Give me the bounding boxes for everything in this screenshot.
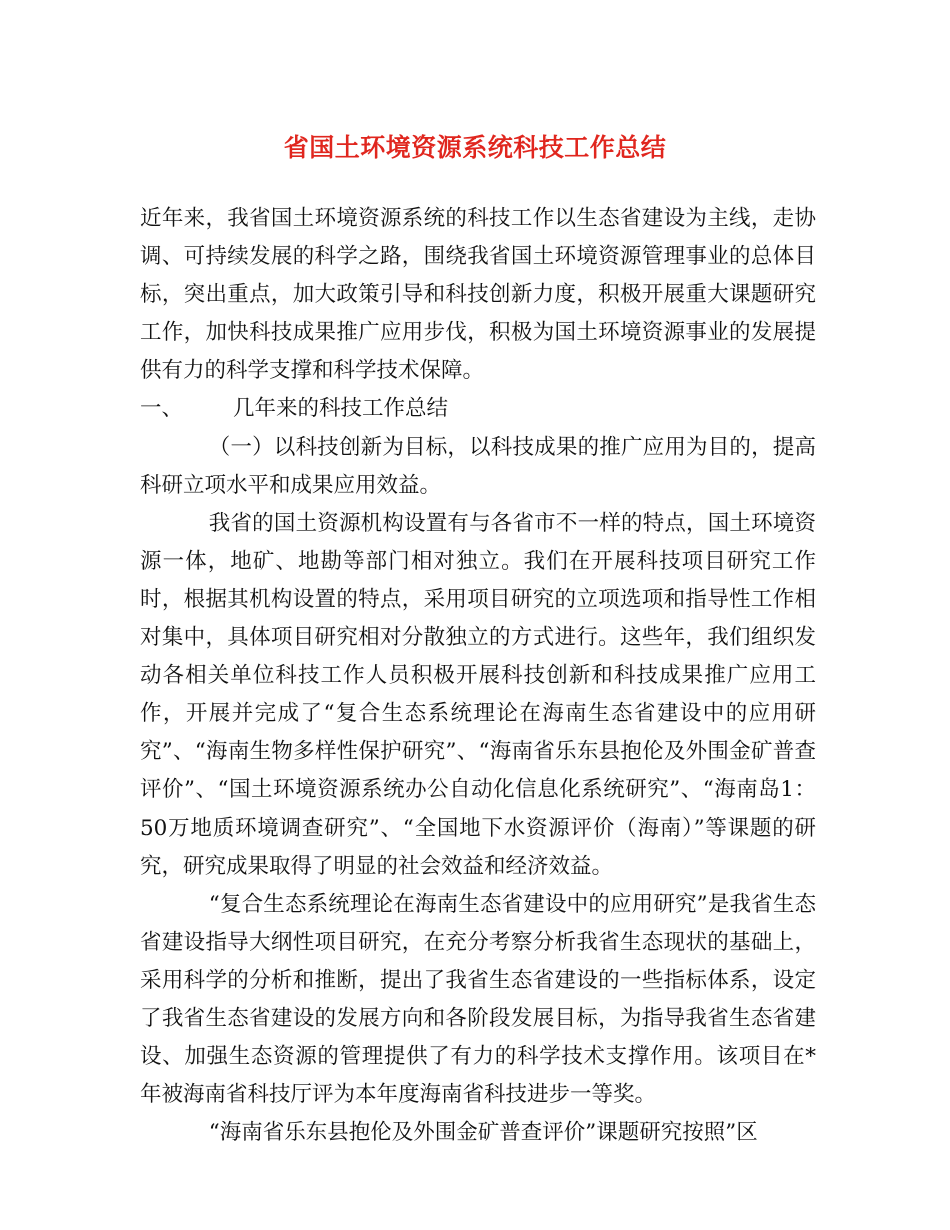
- body-paragraph-ecology-research: “复合生态系统理论在海南生态省建设中的应用研究”是我省生态省建设指导大纲性项目研究，在充分考察分析我省生态现状的基础上，采用科学的分析和推断，提出了我省生态省建设的一些指标体系，设定了我省生态省建设的发展方向和各阶段发展目标，为指导我省生态省建设、加强生态资源的管理提供了有力的科学技术支撑作用。该项目在*年被海南省科技厅评为本年度海南省科技进步一等奖。: [140, 891, 816, 1108]
- section-heading-text: 几年来的科技工作总结: [233, 396, 449, 422]
- section-heading-one: [140, 390, 816, 428]
- document-title: 省国土环境资源系统科技工作总结: [283, 133, 667, 162]
- subsection-heading-one: （一）以科技创新为目标，以科技成果的推广应用为目的，提高科研立项水平和成果应用效益。: [140, 434, 816, 498]
- body-paragraph-gold-survey: “海南省乐东县抱伦及外围金矿普查评价”课题研究按照”区: [208, 1120, 758, 1146]
- body-paragraph-organization: 我省的国土资源机构设置有与各省市不一样的特点，国土环境资源一体，地矿、地勘等部门相对独立。我们在开展科技项目研究工作时，根据其机构设置的特点，采用项目研究的立项选项和指导性工作相对集中，具体项目研究相对分散独立的方式进行。这些年，我们组织发动各相关单位科技工作人员积极开展科技创新和科技成果推广应用工作，开展并完成了“复合生态系统理论在海南生态省建设中的应用研究”、“海南生物多样性保护研究”、“海南省乐东县抱伦及外围金矿普查评价”、“国土环境资源系统办公自动化信息化系统研究”、“海南岛1：50万地质环境调查研究”、“全国地下水资源评价（海南）”等课题的研究，研究成果取得了明显的社会效益和经济效益。: [140, 510, 816, 879]
- document-body: [140, 200, 816, 1152]
- section-number: 一、: [140, 396, 184, 422]
- intro-paragraph: 近年来，我省国土环境资源系统的科技工作以生态省建设为主线，走协调、可持续发展的科学之路，围绕我省国土环境资源管理事业的总体目标，突出重点，加大政策引导和科技创新力度，积极开展重大课题研究工作，加快科技成果推广应用步伐，积极为国土环境资源事业的发展提供有力的科学支撑和科学技术保障。: [140, 206, 816, 384]
